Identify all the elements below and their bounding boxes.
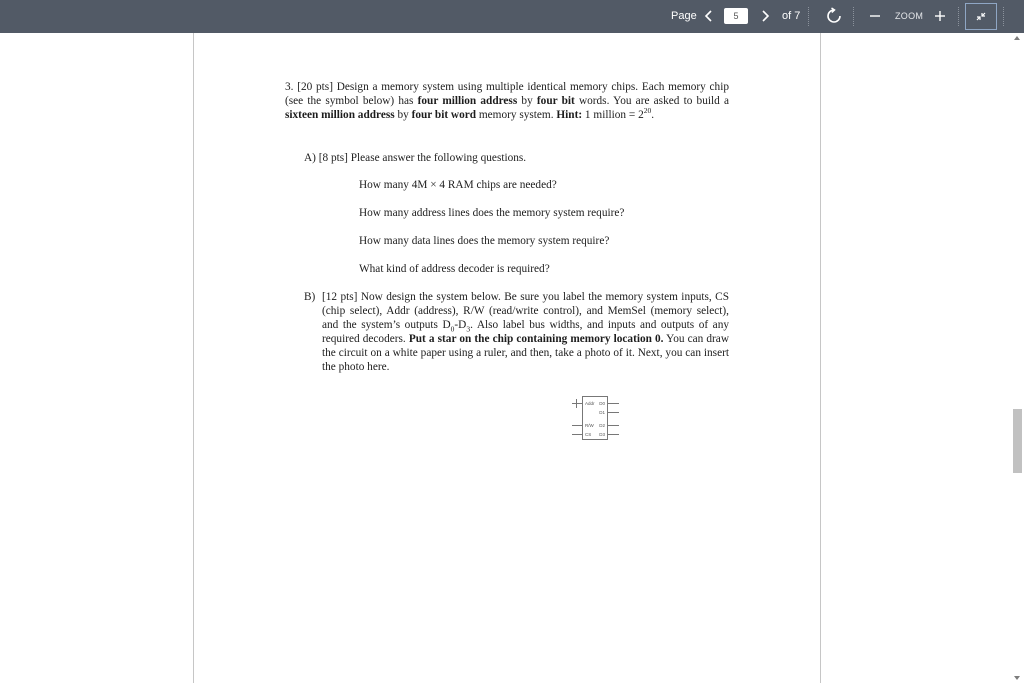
page-count-label: of 7 [782,10,801,22]
chip-pin-d0: D0 [599,401,605,406]
part-a-question: What kind of address decoder is required? [359,263,550,275]
part-b-text: [12 pts] Now design the system below. Be sure you label the memory system inputs, CS (chip select), Addr (address), R/W (read/write control), and MemSel (memory select), and the system’s outputs $D_0-D_3$. Also label bus widths, and inputs and outputs of any required decoders. Put a star on the chip containing memory location 0. You can draw the circuit on a white paper using a ruler, and then, take a photo of it. Next, you can insert the photo here. [322,291,729,373]
chip-pin-cs: CS [585,432,592,437]
minus-icon [868,7,882,25]
exit-fullscreen-button[interactable] [965,3,997,30]
chip-pin-d1: D1 [599,410,605,415]
toolbar-divider [958,7,959,26]
zoom-out-button[interactable] [868,7,882,25]
rotate-icon [825,7,843,25]
part-b [304,290,729,374]
scrollbar-thumb[interactable] [1013,409,1022,473]
chip-d1-lead [608,412,619,413]
part-a-question: How many data lines does the memory system require? [359,235,610,247]
viewer-toolbar [0,0,1024,33]
chip-pin-d3: D3 [599,432,605,437]
toolbar-divider [808,7,809,26]
part-b-label: B) [304,291,316,303]
chip-pin-rw: R/W [585,423,594,428]
plus-icon [932,7,948,25]
memory-chip-symbol [582,396,608,440]
previous-page-button[interactable] [702,6,716,26]
vertical-scrollbar[interactable] [1011,33,1024,683]
chip-rw-lead [572,425,582,426]
chip-address-lead [572,403,582,404]
question-3: 3. [20 pts] Design a memory system using multiple identical memory chips. Each memory chip (see the symbol below) has four million address by four bit words. You are asked to build a sixteen million address by four bit word memory system. Hint: 1 million = $2^{20}$. [285,81,729,121]
chip-cs-lead [572,434,582,435]
chip-d2-lead [608,425,619,426]
part-a-question: How many address lines does the memory system require? [359,207,625,219]
page-label: Page [671,10,697,22]
next-page-button[interactable] [758,6,772,26]
collapse-icon [966,4,996,29]
part-a-question: How many 4M × 4 RAM chips are needed? [359,179,557,191]
rotate-button[interactable] [825,7,843,25]
toolbar-divider [1003,7,1004,26]
page-number-input[interactable] [724,8,748,24]
scroll-up-arrow-icon[interactable] [1014,36,1020,40]
zoom-label: ZOOM [895,11,924,21]
toolbar-divider [853,7,854,26]
chip-pin-d2: D2 [599,423,605,428]
scroll-down-arrow-icon[interactable] [1014,676,1020,680]
chip-d0-lead [608,403,619,404]
part-a-heading: A) [8 pts] Please answer the following questions. [304,152,527,164]
chip-pin-addr: Addr [585,401,595,406]
zoom-in-button[interactable] [932,7,948,25]
chevron-right-icon [758,6,772,26]
chevron-left-icon [702,6,716,26]
chip-d3-lead [608,434,619,435]
